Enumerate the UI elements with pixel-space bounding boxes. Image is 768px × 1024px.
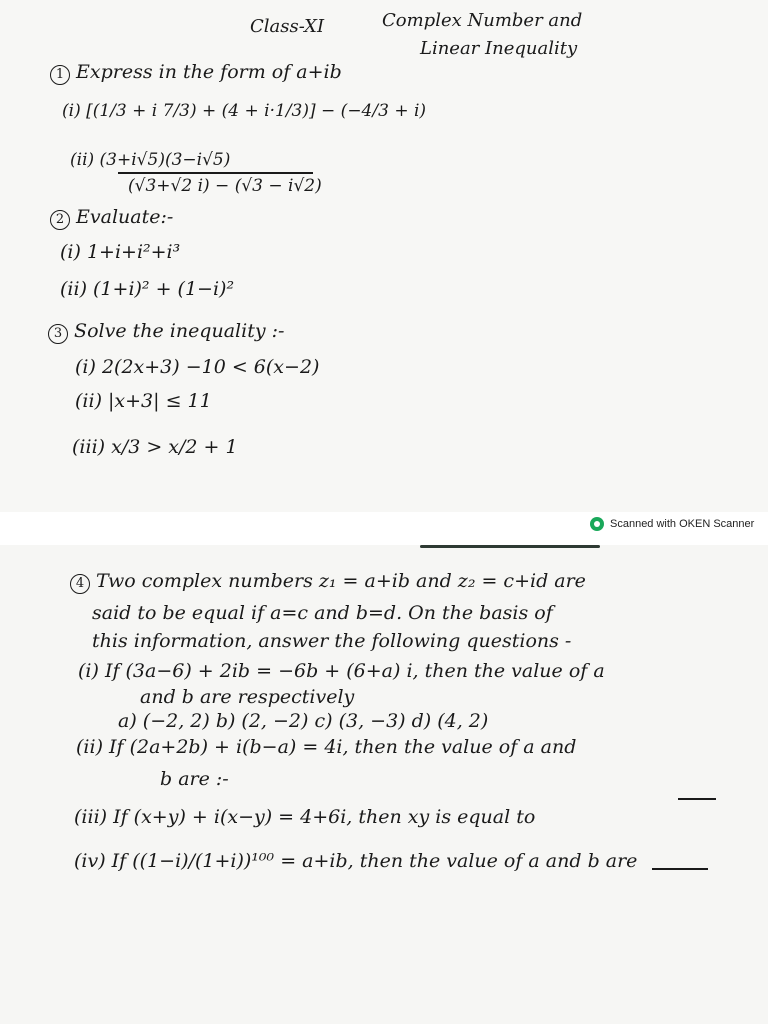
- q2-part-ii: (ii) (1+i)² + (1−i)²: [60, 278, 235, 300]
- q4-part-iii: (iii) If (x+y) + i(x−y) = 4+6i, then xy is equal to: [74, 806, 536, 828]
- q4-part-ii-line2: b are :-: [160, 768, 229, 790]
- question-4-line3: this information, answer the following questions -: [92, 630, 572, 652]
- question-number: 2: [50, 210, 70, 230]
- q3-part-i: (i) 2(2x+3) −10 < 6(x−2): [75, 356, 320, 378]
- q4-part-i-options: a) (−2, 2) b) (2, −2) c) (3, −3) d) (4, 2): [118, 710, 489, 732]
- question-4-line1: [70, 572, 586, 594]
- question-prompt: Express in the form of a+ib: [76, 61, 342, 83]
- question-prompt: Solve the inequality :-: [74, 320, 285, 342]
- scanner-watermark: [590, 517, 754, 531]
- q4-part-ii-line1: (ii) If (2a+2b) + i(b−a) = 4i, then the value of a and: [76, 736, 577, 758]
- question-2: [50, 208, 173, 230]
- page-edge-shadow: [420, 545, 600, 548]
- q1-part-i: (i) [(1/3 + i 7/3) + (4 + i·1/3)] − (−4/3 + i): [62, 101, 427, 121]
- subject-title-line2: Linear Inequality: [420, 38, 578, 59]
- scanner-label: Scanned with OKEN Scanner: [610, 518, 755, 530]
- answer-blank: [652, 868, 708, 870]
- class-label: Class-XI: [250, 16, 325, 37]
- q4-part-i-line1: (i) If (3a−6) + 2ib = −6b + (6+a) i, then the value of a: [78, 660, 605, 682]
- q1-part-ii-denominator: (√3+√2 i) − (√3 − i√2): [128, 176, 322, 196]
- q2-part-i: (i) 1+i+i²+i³: [60, 241, 181, 263]
- question-prompt: Evaluate:-: [76, 206, 174, 228]
- question-3: [48, 322, 284, 344]
- scanner-logo-icon: [590, 517, 604, 531]
- q4-part-i-line2: and b are respectively: [140, 686, 355, 708]
- fraction-bar: [118, 172, 313, 174]
- question-number: 3: [48, 324, 68, 344]
- q4-part-iv: (iv) If ((1−i)/(1+i))¹⁰⁰ = a+ib, then the value of a and b are: [74, 850, 638, 872]
- q3-part-iii: (iii) x/3 > x/2 + 1: [72, 436, 238, 458]
- question-4-line2: said to be equal if a=c and b=d. On the basis of: [92, 602, 553, 624]
- question-number: 1: [50, 65, 70, 85]
- question-1: [50, 63, 342, 85]
- q3-part-ii: (ii) |x+3| ≤ 11: [75, 390, 212, 412]
- q1-part-ii-numerator: (ii) (3+i√5)(3−i√5): [70, 150, 231, 170]
- question-text: Two complex numbers z₁ = a+ib and z₂ = c+id are: [96, 570, 586, 592]
- subject-title-line1: Complex Number and: [382, 10, 583, 31]
- question-number: 4: [70, 574, 90, 594]
- answer-blank: [678, 798, 716, 800]
